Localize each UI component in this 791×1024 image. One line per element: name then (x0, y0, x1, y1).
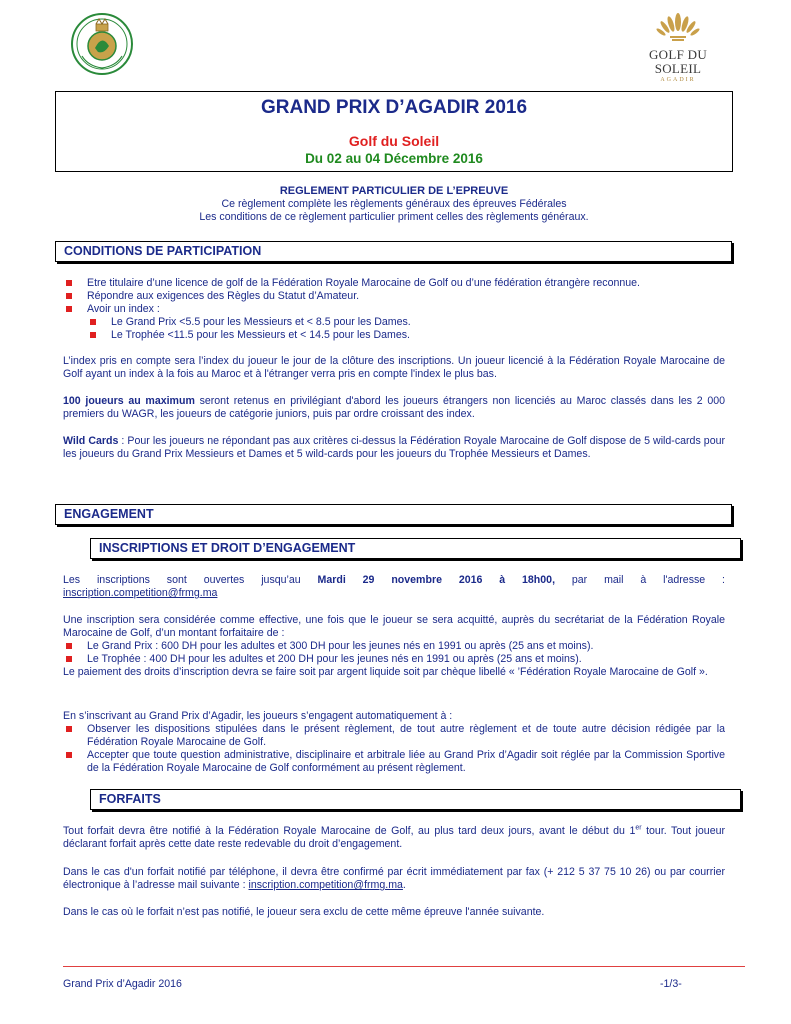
list-item-text: Répondre aux exigences des Règles du Statut d’Amateur. (87, 290, 360, 302)
list-item-text: Accepter que toute question administrative, disciplinaire et arbitrale liée au Grand Prix d’Agadir soit réglée par la Commission Sportive de la Fédération Royale Marocaine de Golf conformément au présent règlement. (87, 749, 725, 774)
max-players-paragraph (63, 395, 725, 421)
list-item-text: Le Trophée <11.5 pour les Messieurs et < 14.5 pour les Dames. (111, 329, 410, 341)
golf-du-soleil-fan-logo-icon (653, 12, 703, 44)
bullet-icon (66, 752, 72, 758)
reglement-heading: REGLEMENT PARTICULIER DE L’EPREUVE (279, 185, 509, 197)
bullet-icon (66, 280, 72, 286)
effective-registration-block (63, 614, 725, 679)
royal-moroccan-golf-federation-emblem-icon (70, 12, 134, 76)
commitments-block (63, 710, 725, 775)
bullet-icon (66, 643, 72, 649)
conditions-list (63, 277, 725, 342)
inscriptions-deadline: Mardi 29 novembre 2016 à 18h00, (317, 574, 556, 586)
section-heading-engagement (55, 504, 732, 525)
inscriptions-heading-text: INSCRIPTIONS ET DROIT D’ENGAGEMENT (99, 541, 356, 555)
list-item-text: Le Trophée : 400 DH pour les adultes et 200 DH pour les jeunes nés en 1991 ou après (25 ans et moins). (87, 653, 582, 665)
list-item (63, 749, 725, 775)
reglement-line-2: Les conditions de ce règlement particulier priment celles des règlements généraux. (199, 211, 589, 223)
inscriptions-line (63, 574, 725, 587)
golf-du-soleil-logo (630, 12, 726, 83)
bullet-icon (66, 726, 72, 732)
ordinal-superscript: er (635, 824, 642, 832)
bullet-icon (90, 319, 96, 325)
inscription-email-link[interactable]: inscription.competition@frmg.ma (63, 587, 218, 599)
forfait-text: Tout forfait devra être notifié à la Fédération Royale Marocaine de Golf, au plus tard deux jours, avant le début du 1 (63, 825, 636, 837)
page-title: GRAND PRIX D’AGADIR 2016 (260, 97, 528, 118)
index-paragraph: L’index pris en compte sera l’index du joueur le jour de la clôture des inscriptions. Un joueur licencié à la Fédération Royale Marocaine de Golf ayant un index à la fois au Maroc et à l'étranger verra pris en compte l'index le plus bas. (63, 355, 725, 380)
forfait-phone-text: Dans le cas d'un forfait notifié par téléphone, il devra être confirmé par écrit immédiatement par fax (+ 212 5 37 75 10 26) ou par courrier électronique à l’adresse mail suivante : (63, 866, 725, 891)
list-item-text: Le Grand Prix : 600 DH pour les adultes et 300 DH pour les jeunes nés en 1991 ou après (25 ans et moins). (87, 640, 594, 652)
list-item (63, 653, 725, 666)
forfait-text-end: tour. Tout joueur déclarant forfait après cette date reste redevable du droit d’engagement. (63, 825, 726, 850)
page-number: -1/3- (660, 978, 682, 990)
max-players-bold: 100 joueurs au maximum (63, 395, 195, 407)
conditions-heading-text: CONDITIONS DE PARTICIPATION (64, 244, 262, 258)
federation-emblem-logo (70, 12, 134, 76)
forfait-paragraph-3: Dans le cas où le forfait n’est pas notifié, le joueur sera exclu de cette même épreuve l'année suivante. (63, 906, 545, 918)
bullet-icon (66, 306, 72, 312)
bullet-icon (66, 656, 72, 662)
inscriptions-text-end: par mail à l'adresse : (555, 574, 726, 586)
list-item (63, 277, 725, 290)
inscriptions-paragraph (63, 574, 725, 600)
list-item-text: Avoir un index : (87, 303, 160, 315)
wild-cards-paragraph (63, 435, 725, 461)
list-item (63, 303, 725, 316)
forfait-paragraph-2 (63, 866, 725, 892)
commitments-intro: En s’inscrivant au Grand Prix d’Agadir, les joueurs s’engagent automatiquement à : (63, 710, 453, 722)
footer-title: Grand Prix d’Agadir 2016 (63, 978, 182, 990)
wild-cards-text: : Pour les joueurs ne répondant pas aux critères ci-dessus la Fédération Royale Marocaine de Golf dispose de 5 wild-cards pour les joueurs du Grand Prix Messieurs et Dames et 5 wild-cards pour les joueurs du Trophée Messieurs et Dames. (63, 435, 725, 460)
list-item (63, 640, 725, 653)
wild-cards-bold: Wild Cards (63, 435, 119, 447)
footer-divider (63, 966, 745, 967)
list-item-text: Etre titulaire d’une licence de golf de la Fédération Royale Marocaine de Golf ou d’une fédération étrangère reconnue. (87, 277, 640, 289)
reglement-line-1: Ce règlement complète les règlements généraux des épreuves Fédérales (221, 198, 567, 210)
forfaits-heading-text: FORFAITS (99, 792, 161, 806)
logo-city-text: AGADIR (660, 77, 696, 83)
logo-brand-text: GOLF DU SOLEIL (648, 47, 708, 76)
max-players-text: seront retenus en privilégiant d'abord les joueurs étrangers non licenciés au Maroc classés dans les 2 000 premiers du WAGR, les joueurs de catégorie juniors, puis par ordre croissant des index. (63, 395, 725, 420)
venue-name: Golf du Soleil (348, 133, 440, 149)
list-item-text: Observer les dispositions stipulées dans le présent règlement, de tout autre règlement et de toute autre décision rédigée par la Fédération Royale Marocaine de Golf. (87, 723, 725, 748)
title-box (55, 91, 733, 172)
section-heading-inscriptions (90, 538, 741, 559)
list-item (63, 290, 725, 303)
bullet-icon (66, 293, 72, 299)
section-heading-conditions (55, 241, 732, 262)
reglement-header (55, 185, 733, 224)
sub-list-item (63, 316, 725, 329)
sub-list-item (63, 329, 725, 342)
forfait-phone-text-end: . (402, 879, 406, 891)
engagement-heading-text: ENGAGEMENT (64, 507, 154, 521)
list-item (63, 723, 725, 749)
payment-paragraph: Le paiement des droits d’inscription devra se faire soit par argent liquide soit par chèque libellé « ’Fédération Royale Marocaine de Golf ». (63, 666, 708, 678)
inscriptions-text: Les inscriptions sont ouvertes jusqu’au (63, 574, 318, 586)
event-dates: Du 02 au 04 Décembre 2016 (305, 151, 483, 166)
forfait-email-link[interactable]: inscription.competition@frmg.ma (248, 879, 403, 891)
forfait-paragraph-1 (63, 825, 725, 851)
section-heading-forfaits (90, 789, 741, 810)
effective-paragraph: Une inscription sera considérée comme effective, une fois que le joueur se sera acquitté, auprès du secrétariat de la Fédération Royale Marocaine de Golf, d’un montant forfaitaire de : (63, 614, 725, 639)
bullet-icon (90, 332, 96, 338)
list-item-text: Le Grand Prix <5.5 pour les Messieurs et < 8.5 pour les Dames. (111, 316, 411, 328)
